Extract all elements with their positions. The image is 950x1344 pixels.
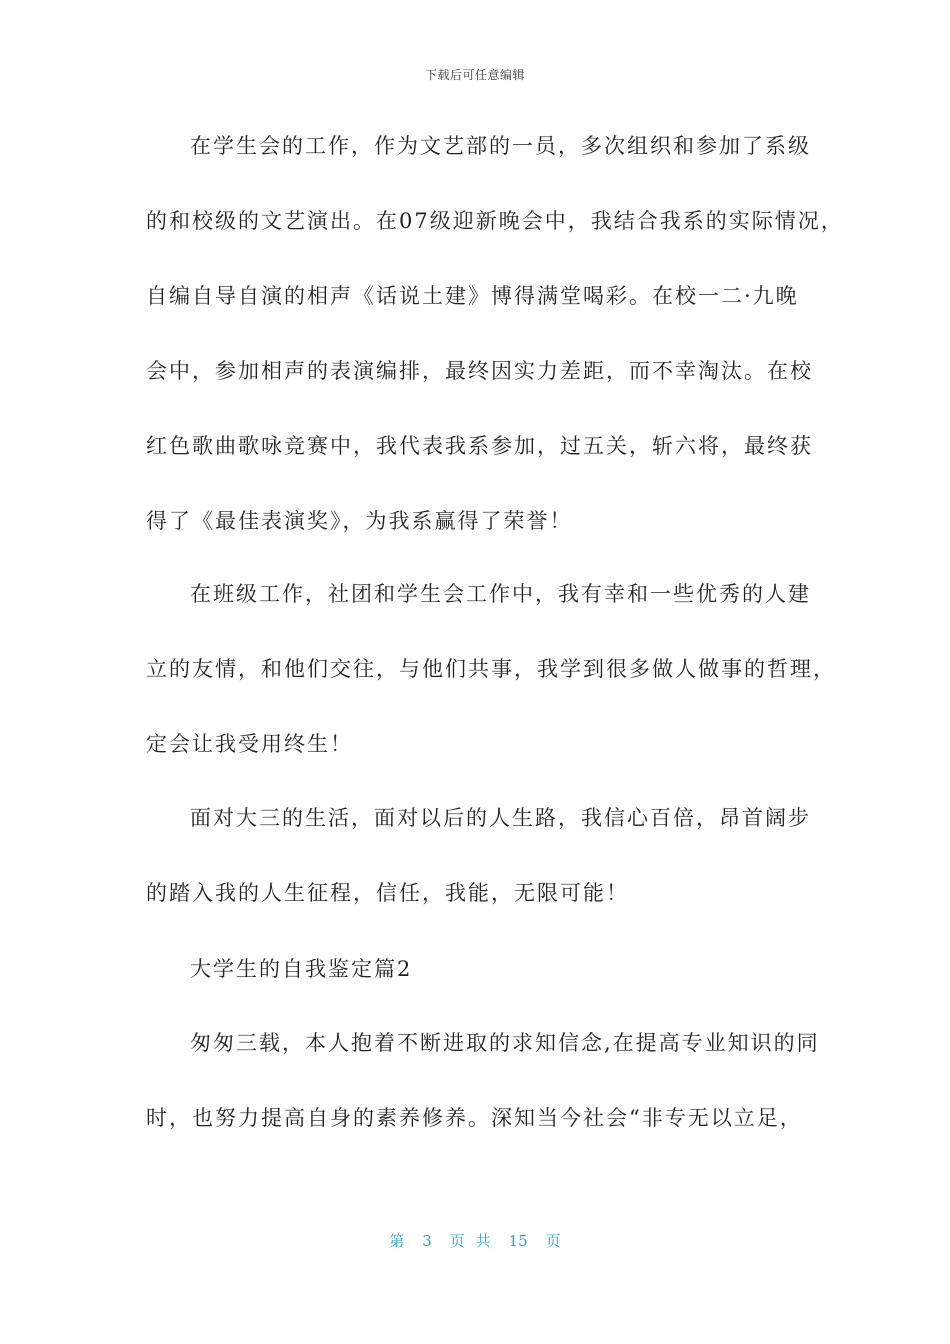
paragraph-1-line-5: 红色歌曲歌咏竞赛中，我代表我系参加，过五关，斩六将，最终获 [146, 434, 813, 458]
page-footer [0, 1230, 950, 1251]
paragraph-1-line-1: 在学生会的工作，作为文艺部的一员，多次组织和参加了系级 [190, 134, 811, 158]
paragraph-2-line-2: 立的友情，和他们交往，与他们共事，我学到很多做人做事的哲理， [146, 657, 836, 681]
paragraph-3-line-1: 面对大三的生活，面对以后的人生路，我信心百倍，昂首阔步 [190, 806, 811, 830]
page-header: 下载后可任意编辑 [424, 68, 525, 82]
section-heading: 大学生的自我鉴定篇2 [190, 957, 413, 981]
total-pages-number: 15 [508, 1232, 528, 1250]
paragraph-2-line-3: 定会让我受用终生！ [146, 732, 353, 756]
footer-label-ye-gong: 页 共 [449, 1232, 491, 1250]
footer-label-ye: 页 [545, 1232, 561, 1250]
current-page-number: 3 [422, 1232, 432, 1250]
paragraph-5-line-1: 匆匆三载，本人抱着不断进取的求知信念,在提高专业知识的同 [190, 1031, 820, 1055]
paragraph-2-line-1: 在班级工作，社团和学生会工作中，我有幸和一些优秀的人建 [190, 582, 811, 606]
paragraph-5-line-2: 时，也努力提高自身的素养修养。深知当今社会“非专无以立足， [146, 1106, 803, 1130]
paragraph-3-line-2: 的踏入我的人生征程，信任，我能，无限可能！ [146, 881, 629, 905]
paragraph-1-line-3: 自编自导自演的相声《话说土建》博得满堂喝彩。在校一二·九晚 [146, 284, 799, 308]
paragraph-1-line-4: 会中，参加相声的表演编排，最终因实力差距，而不幸淘汰。在校 [146, 359, 813, 383]
footer-label-di: 第 [389, 1232, 405, 1250]
paragraph-1-line-6: 得了《最佳表演奖》，为我系赢得了荣誉！ [146, 509, 573, 533]
paragraph-1-line-2: 的和校级的文艺演出。在07级迎新晚会中，我结合我系的实际情况， [146, 209, 844, 233]
